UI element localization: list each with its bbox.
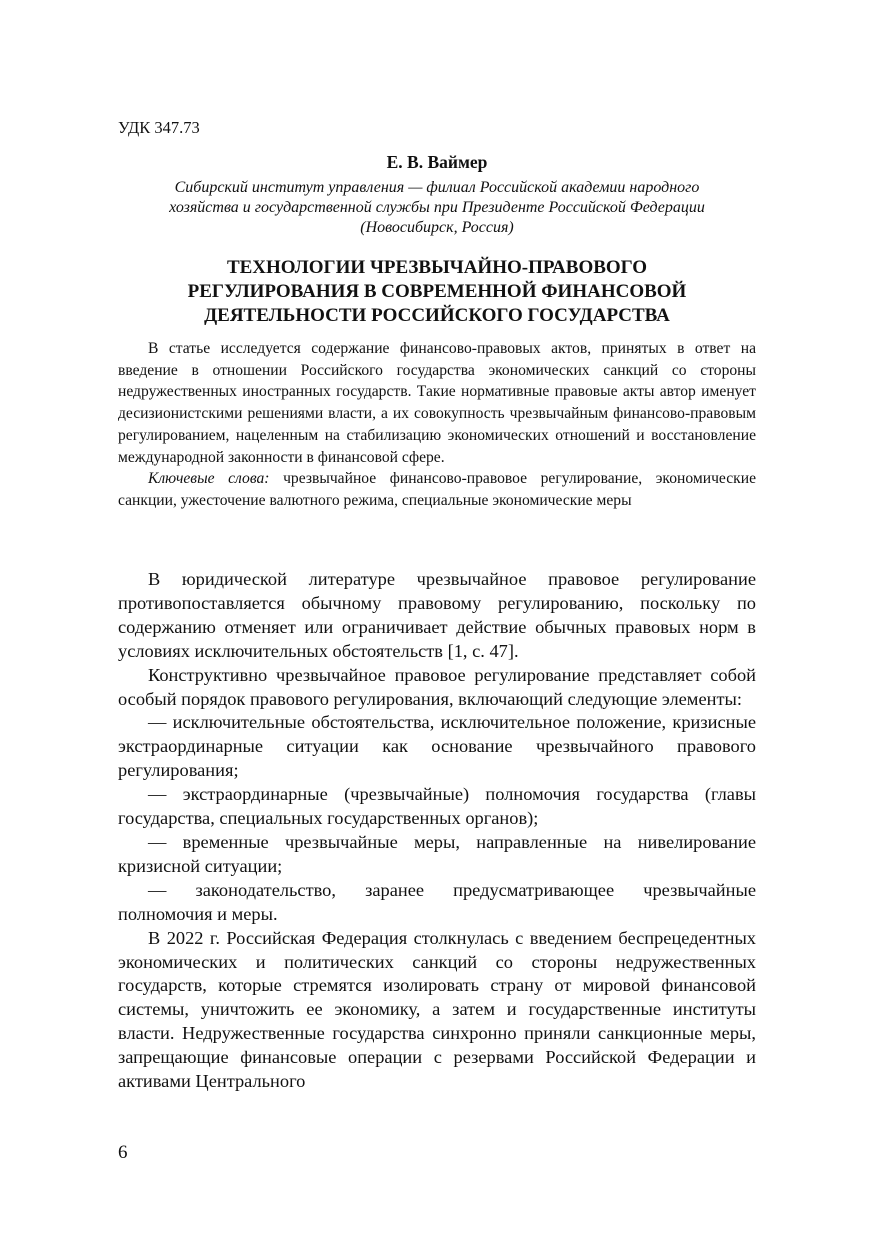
body-paragraph: В юридической литературе чрезвычайное правовое регулирование противопоставляется обычному правовому регулированию, поскольку по содержанию отменяет или ограничивает действие обычных правовых норм в условиях исключительных обстоятельств [1, с. 47]. [118, 569, 756, 661]
title-line: РЕГУЛИРОВАНИЯ В СОВРЕМЕННОЙ ФИНАНСОВОЙ [187, 281, 687, 302]
author-name: Е. В. Ваймер [386, 152, 488, 172]
affiliation-line: Сибирский институт управления — филиал Российской академии народного [174, 179, 700, 196]
affiliation-line: (Новосибирск, Россия) [360, 219, 514, 236]
udc-code: УДК 347.73 [118, 118, 200, 137]
body-paragraph: В 2022 г. Российская Федерация столкнулась с введением беспрецедентных экономических и политических санкций со стороны недружественных государств, которые стремятся изолировать страну от мировой финансовой системы, уничтожить ее экономику, а затем и государственные институты власти. Недружественные государства синхронно приняли санкционные меры, запрещающие финансовые операции с резервами Российской Федерации и активами Центрального [118, 927, 756, 1092]
abstract-text: В статье исследуется содержание финансово-правовых актов, принятых в ответ на введение в отношении Российского государства экономических санкций со стороны недружественных иностранных государств. Такие нормативные правовые акты автор именует десизионистскими решениями власти, а их совокупность чрезвычайным финансово-правовым регулированием, нацеленным на стабилизацию экономических отношений и восстановление международной законности в финансовой сфере. [118, 340, 756, 466]
article-body [118, 568, 756, 1094]
list-item: — законодательство, заранее предусматривающее чрезвычайные полномочия и меры. [118, 879, 756, 924]
abstract [118, 338, 756, 512]
title-line: ТЕХНОЛОГИИ ЧРЕЗВЫЧАЙНО-ПРАВОВОГО [226, 257, 648, 278]
title-line: ДЕЯТЕЛЬНОСТИ РОССИЙСКОГО ГОСУДАРСТВА [204, 305, 670, 326]
list-item: — экстраординарные (чрезвычайные) полномочия государства (главы государства, специальных государственных органов); [118, 784, 756, 829]
list-item: — временные чрезвычайные меры, направленные на нивелирование кризисной ситуации; [118, 831, 756, 876]
keywords [118, 468, 756, 511]
body-paragraph: Конструктивно чрезвычайное правовое регулирование представляет собой особый порядок правового регулирования, включающий следующие элементы: [118, 664, 756, 709]
author-affiliation [118, 178, 756, 238]
list-item: — исключительные обстоятельства, исключительное положение, кризисные экстраординарные ситуации как основание чрезвычайного правового регулирования; [118, 712, 756, 781]
affiliation-line: хозяйства и государственной службы при Президенте Российской Федерации [169, 199, 705, 216]
page-number: 6 [118, 1142, 128, 1163]
keywords-text: чрезвычайное финансово-правовое регулирование, экономические санкции, ужесточение валютного режима, специальные экономические меры [118, 470, 756, 509]
keywords-label: Ключевые слова: [148, 470, 270, 488]
article-title [118, 256, 756, 328]
